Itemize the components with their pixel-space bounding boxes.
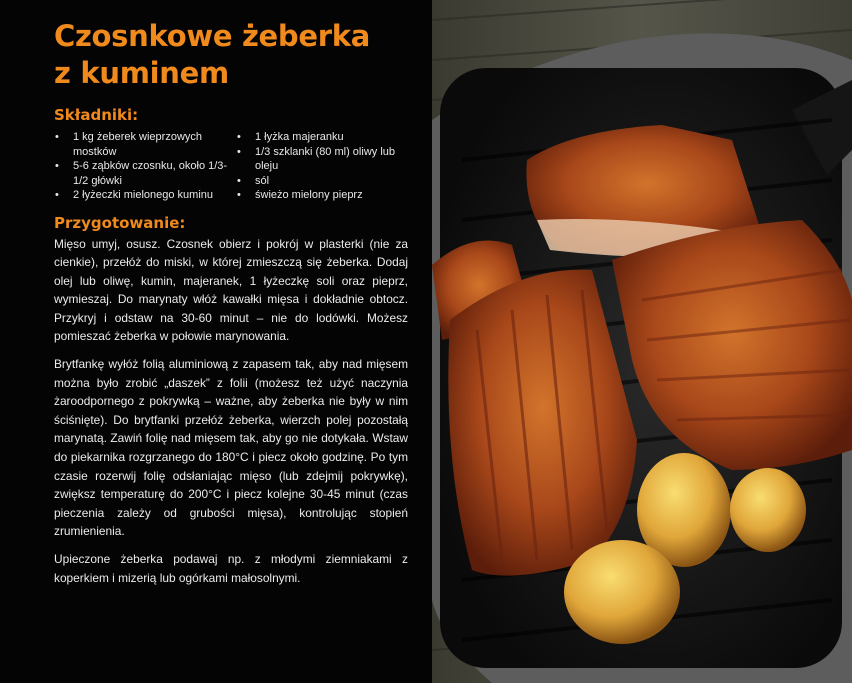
ingredient-item: • 1/3 szklanki (80 ml) oliwy lub oleju (236, 145, 396, 174)
ingredient-item: • 5-6 ząbków czosnku, około 1/3-1/2 główki (54, 159, 236, 188)
recipe-title (54, 18, 408, 92)
potato-3 (564, 540, 680, 644)
ingredient-item: • świeżo mielony pieprz (236, 188, 396, 203)
title-line-2: z kuminem (54, 56, 229, 90)
ingredient-item: • 1 kg żeberek wieprzowych mostków (54, 130, 236, 159)
ingredients-column-1 (54, 130, 236, 203)
ingredients-list (54, 130, 408, 203)
preparation-heading: Przygotowanie: (54, 213, 186, 232)
food-photo (432, 0, 852, 683)
potato-2 (730, 468, 806, 552)
ingredient-item: • sól (236, 174, 396, 189)
ingredient-item: • 2 łyżeczki mielonego kuminu (54, 188, 236, 203)
ingredient-item: • 1 łyżka majeranku (236, 130, 396, 145)
preparation-paragraph-1: Mięso umyj, osusz. Czosnek obierz i pokrój w plasterki (nie za cienkie), przełóż do miski, w której zmieszczą się żeberka. Dodaj olej lub oliwę, kumin, majeranek, 1 łyżeczkę soli oraz pieprz, wymieszaj. Do marynaty włóż kawałki mięsa i dokładnie obtocz. Przykryj i odstaw na 30-60 minut – nie do lodówki. Możesz pomieszać żeberka w połowie marynowania. (54, 236, 408, 344)
preparation-paragraph-2: Brytfankę wyłóż folią aluminiową z zapasem tak, aby nad mięsem można było zrobić „daszek” z folii (możesz też użyć naczynia żaroodpornego z pokrywką – ważne, aby żeberka nie były w nim ściśnięte). Do brytfanki przełóż żeberka, wierzch polej pozostałą marynatą. Zawiń folię nad mięsem tak, aby go nie dotykała. Wstaw do piekarnika rozgrzanego do 180°C i piecz około godzinę. Po tym czasie rozerwij folię odsłaniając mięso (lub zdejmij pokrywkę), zwiększ temperaturę do 200°C i piecz kolejne 30-45 minut (czas pieczenia zależy od grubości mięsa), kontrolując stopień zrumienienia. (54, 357, 408, 539)
title-line-1: Czosnkowe żeberka (54, 19, 371, 53)
ribs-photo-illustration (432, 0, 852, 683)
ingredients-heading: Składniki: (54, 106, 139, 124)
preparation-paragraph-3: Upieczone żeberka podawaj np. z młodymi ziemniakami z koperkiem i mizerią lub ogórkami małosolnymi. (54, 552, 408, 585)
ingredients-column-2 (236, 130, 396, 203)
